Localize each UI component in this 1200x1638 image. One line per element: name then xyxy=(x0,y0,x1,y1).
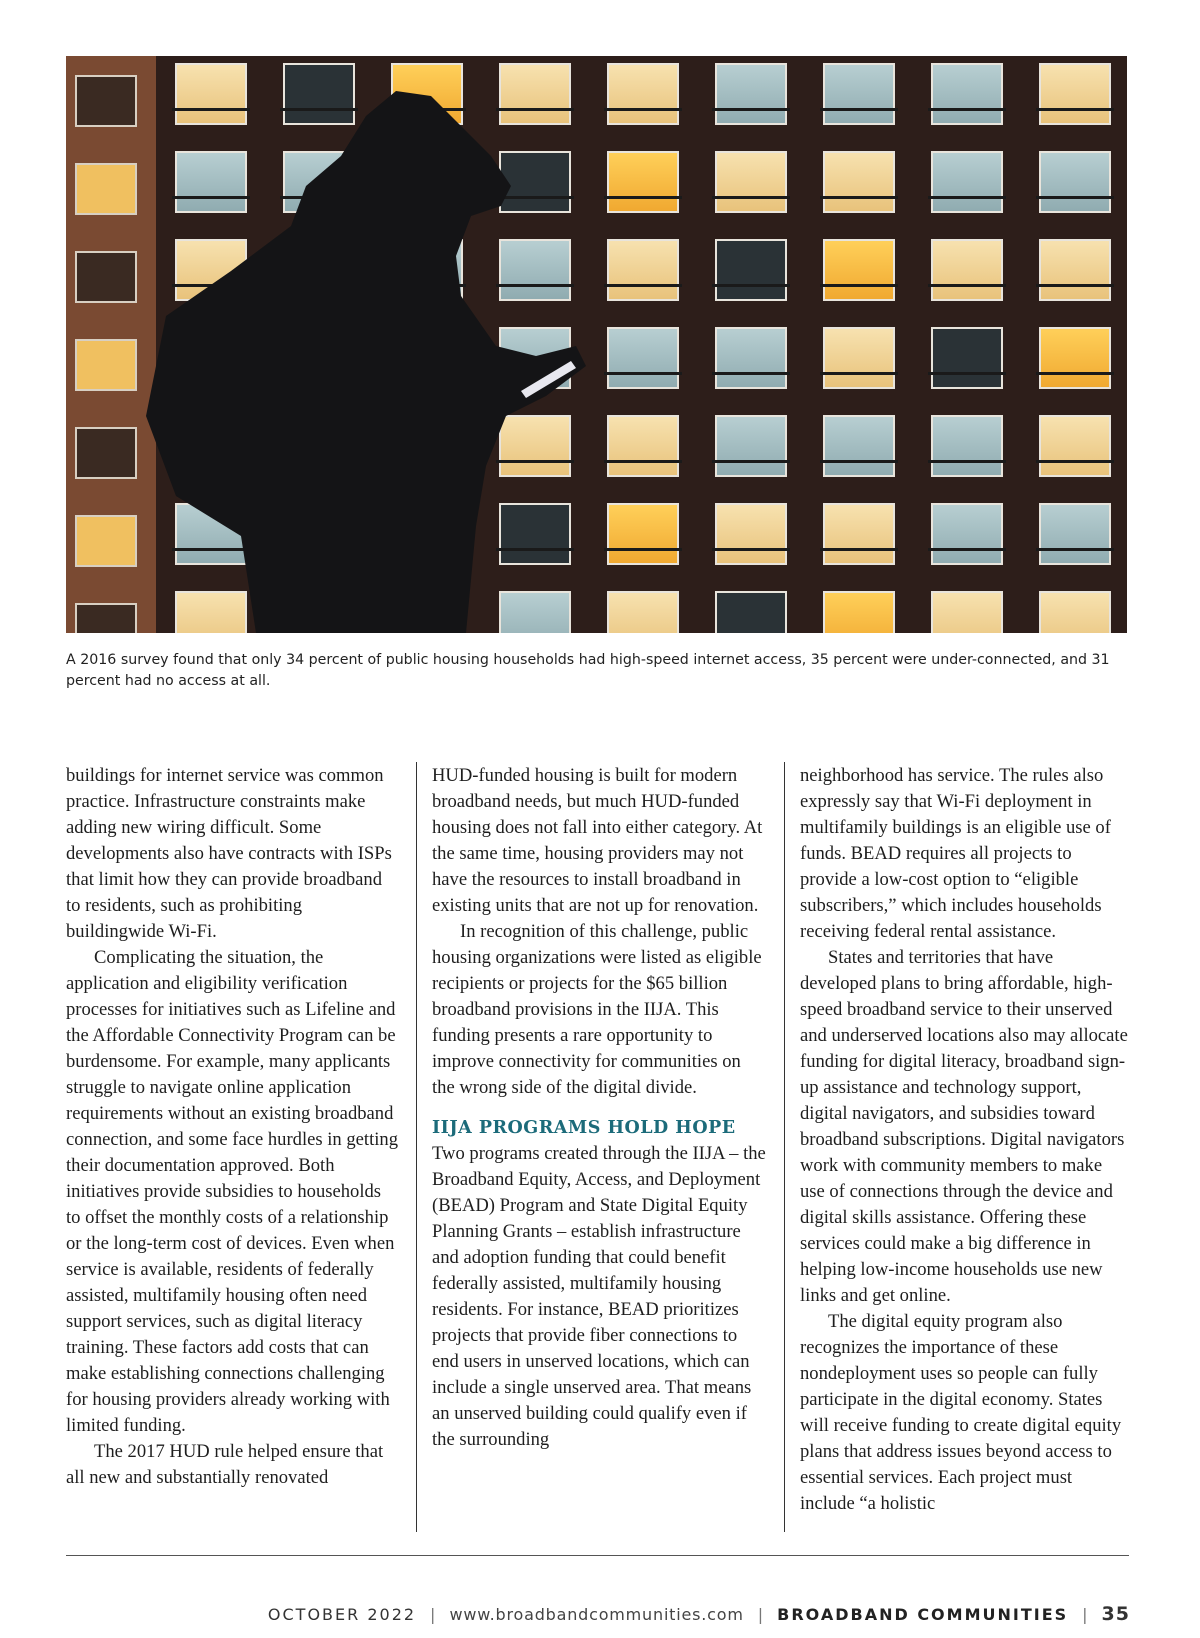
article-column-1 xyxy=(66,763,400,1491)
column-divider xyxy=(784,762,785,1532)
paragraph: In recognition of this challenge, public housing organizations were listed as eligible recipients or projects for the $65 billion broadband provisions in the IIJA. This funding presents a rare opportunity to improve connectivity for communities on the wrong side of the digital divide. xyxy=(432,921,762,1098)
building-window xyxy=(76,164,136,214)
building-window xyxy=(1040,240,1110,300)
balcony-rail xyxy=(820,372,898,375)
hero-photo xyxy=(66,56,1127,633)
paragraph: buildings for internet service was common practice. Infrastructure constraints make adding new wiring difficult. Some developments also have contracts with ISPs that limit how they can provide broadband to residents, such as prohibiting buildingwide Wi-Fi. xyxy=(66,765,392,942)
balcony-rail xyxy=(928,196,1006,199)
balcony-rail xyxy=(172,548,250,551)
building-window xyxy=(176,152,246,212)
building-window xyxy=(176,592,246,633)
footer-separator: | xyxy=(430,1605,436,1624)
building-window xyxy=(76,340,136,390)
building-window xyxy=(932,592,1002,633)
page-number: 35 xyxy=(1101,1603,1130,1625)
paragraph: The 2017 HUD rule helped ensure that all new and substantially renovated xyxy=(66,1441,384,1488)
building-window xyxy=(1040,152,1110,212)
building-window xyxy=(1040,64,1110,124)
building-window xyxy=(824,592,894,633)
building-window xyxy=(608,504,678,564)
footer-separator: | xyxy=(757,1605,764,1624)
building-window xyxy=(824,240,894,300)
balcony-rail xyxy=(1036,196,1114,199)
balcony-rail xyxy=(712,372,790,375)
building-window xyxy=(76,516,136,566)
building-window xyxy=(500,592,570,633)
footer-separator: | xyxy=(1082,1605,1088,1624)
balcony-rail xyxy=(1036,372,1114,375)
building-window xyxy=(824,504,894,564)
balcony-rail xyxy=(1036,284,1114,287)
balcony-rail xyxy=(172,108,250,111)
balcony-rail xyxy=(496,108,574,111)
column-divider xyxy=(416,762,417,1532)
building-window xyxy=(608,64,678,124)
building-window xyxy=(716,328,786,388)
building-window xyxy=(176,64,246,124)
balcony-rail xyxy=(604,196,682,199)
balcony-rail xyxy=(928,548,1006,551)
balcony-rail xyxy=(712,460,790,463)
building-window xyxy=(608,416,678,476)
page-footer xyxy=(268,1603,1130,1625)
building-window xyxy=(500,416,570,476)
balcony-rail xyxy=(604,284,682,287)
balcony-rail xyxy=(496,548,574,551)
building-window xyxy=(1040,504,1110,564)
issue-date: OCTOBER 2022 xyxy=(267,1605,417,1624)
building-window xyxy=(1040,328,1110,388)
balcony-rail xyxy=(820,284,898,287)
balcony-rail xyxy=(1036,548,1114,551)
balcony-rail xyxy=(1036,460,1114,463)
balcony-rail xyxy=(712,108,790,111)
building-window xyxy=(500,64,570,124)
building-window xyxy=(500,504,570,564)
section-heading: IIJA PROGRAMS HOLD HOPE xyxy=(432,1118,736,1138)
balcony-rail xyxy=(820,196,898,199)
balcony-rail xyxy=(496,196,574,199)
building-window xyxy=(716,592,786,633)
building-window xyxy=(1040,592,1110,633)
balcony-rail xyxy=(712,284,790,287)
paragraph: Two programs created through the IIJA – the Broadband Equity, Access, and Deployment (BEAD) Program and State Digital Equity Planning Grants – establish infrastructure and adoption funding that could benefit federally assisted, multifamily housing residents. For instance, BEAD prioritizes projects that provide fiber connections to end users in unserved locations, which can include a single unserved area. That means an unserved building could qualify even if the surrounding xyxy=(432,1143,766,1450)
building-window xyxy=(608,240,678,300)
balcony-rail xyxy=(928,372,1006,375)
paragraph: Complicating the situation, the application and eligibility verification processes for initiatives such as Lifeline and the Affordable Connectivity Program can be burdensome. For example, many applicants struggle to navigate online application requirements without an existing broadband connection, and some face hurdles in getting their documentation approved. Both initiatives provide subsidies to households to offset the monthly costs of a relationship or the long-term cost of devices. Even when service is available, residents of federally assisted, multifamily housing often need support services, such as digital literacy training. These factors add costs that can make establishing connections challenging for housing providers already working with limited funding. xyxy=(66,947,399,1436)
building-window xyxy=(932,240,1002,300)
balcony-rail xyxy=(496,460,574,463)
building-window xyxy=(716,64,786,124)
balcony-rail xyxy=(280,108,358,111)
balcony-rail xyxy=(820,460,898,463)
balcony-rail xyxy=(604,548,682,551)
paragraph: The digital equity program also recognizes the importance of these nondeployment uses so people can fully participate in the digital economy. States will receive funding to create digital equity plans that address issues beyond access to essential services. Each project must include “a holistic xyxy=(800,1311,1122,1514)
balcony-rail xyxy=(604,372,682,375)
publication-name: BROADBAND COMMUNITIES xyxy=(777,1605,1069,1624)
building-window xyxy=(500,240,570,300)
building-window xyxy=(716,240,786,300)
balcony-rail xyxy=(928,108,1006,111)
building-window xyxy=(608,328,678,388)
photo-caption: A 2016 survey found that only 34 percent of public housing households had high-speed internet access, 35 percent were under-connected, and 31 percent had no access at all. xyxy=(66,652,1110,689)
apartment-night-illustration xyxy=(66,56,1127,633)
building-window xyxy=(932,152,1002,212)
balcony-rail xyxy=(1036,108,1114,111)
website-link[interactable]: www.broadbandcommunities.com xyxy=(449,1605,744,1624)
balcony-rail xyxy=(712,196,790,199)
article-column-2 xyxy=(432,763,768,1453)
paragraph: HUD-funded housing is built for modern broadband needs, but much HUD-funded housing does not fall into either category. At the same time, housing providers may not have the resources to install broadband in existing units that are not up for renovation. xyxy=(432,765,763,916)
building-window xyxy=(76,428,136,478)
balcony-rail xyxy=(604,460,682,463)
balcony-rail xyxy=(820,108,898,111)
building-window xyxy=(932,328,1002,388)
building-window xyxy=(608,152,678,212)
paragraph: neighborhood has service. The rules also expressly say that Wi-Fi deployment in multifamily buildings is an eligible use of funds. BEAD requires all projects to provide a low-cost option to “eligible subscribers,” which includes households receiving federal rental assistance. xyxy=(800,765,1111,942)
balcony-rail xyxy=(928,460,1006,463)
balcony-rail xyxy=(712,548,790,551)
balcony-rail xyxy=(496,284,574,287)
balcony-rail xyxy=(928,284,1006,287)
footer-rule xyxy=(66,1555,1129,1556)
building-window xyxy=(716,416,786,476)
building-window xyxy=(716,152,786,212)
building-window xyxy=(824,328,894,388)
building-window xyxy=(608,592,678,633)
building-window xyxy=(824,152,894,212)
building-window xyxy=(932,416,1002,476)
building-window xyxy=(76,252,136,302)
building-window xyxy=(284,64,354,124)
building-window xyxy=(76,604,136,633)
building-window xyxy=(824,416,894,476)
building-window xyxy=(716,504,786,564)
building-window xyxy=(824,64,894,124)
balcony-rail xyxy=(820,548,898,551)
balcony-rail xyxy=(604,108,682,111)
paragraph: States and territories that have developed plans to bring affordable, high-speed broadband service to their unserved and underserved locations also may allocate funding for digital literacy, broadband sign-up assistance and technology support, digital navigators, and subsidies toward broadband subscriptions. Digital navigators work with community members to make use of connections through the device and digital skills assistance. Offering these services could make a big difference in helping low-income households use new links and get online. xyxy=(800,947,1128,1306)
building-window xyxy=(932,64,1002,124)
building-window xyxy=(932,504,1002,564)
article-column-3 xyxy=(800,763,1130,1517)
balcony-rail xyxy=(172,196,250,199)
building-window xyxy=(1040,416,1110,476)
building-window xyxy=(500,152,570,212)
building-window xyxy=(76,76,136,126)
